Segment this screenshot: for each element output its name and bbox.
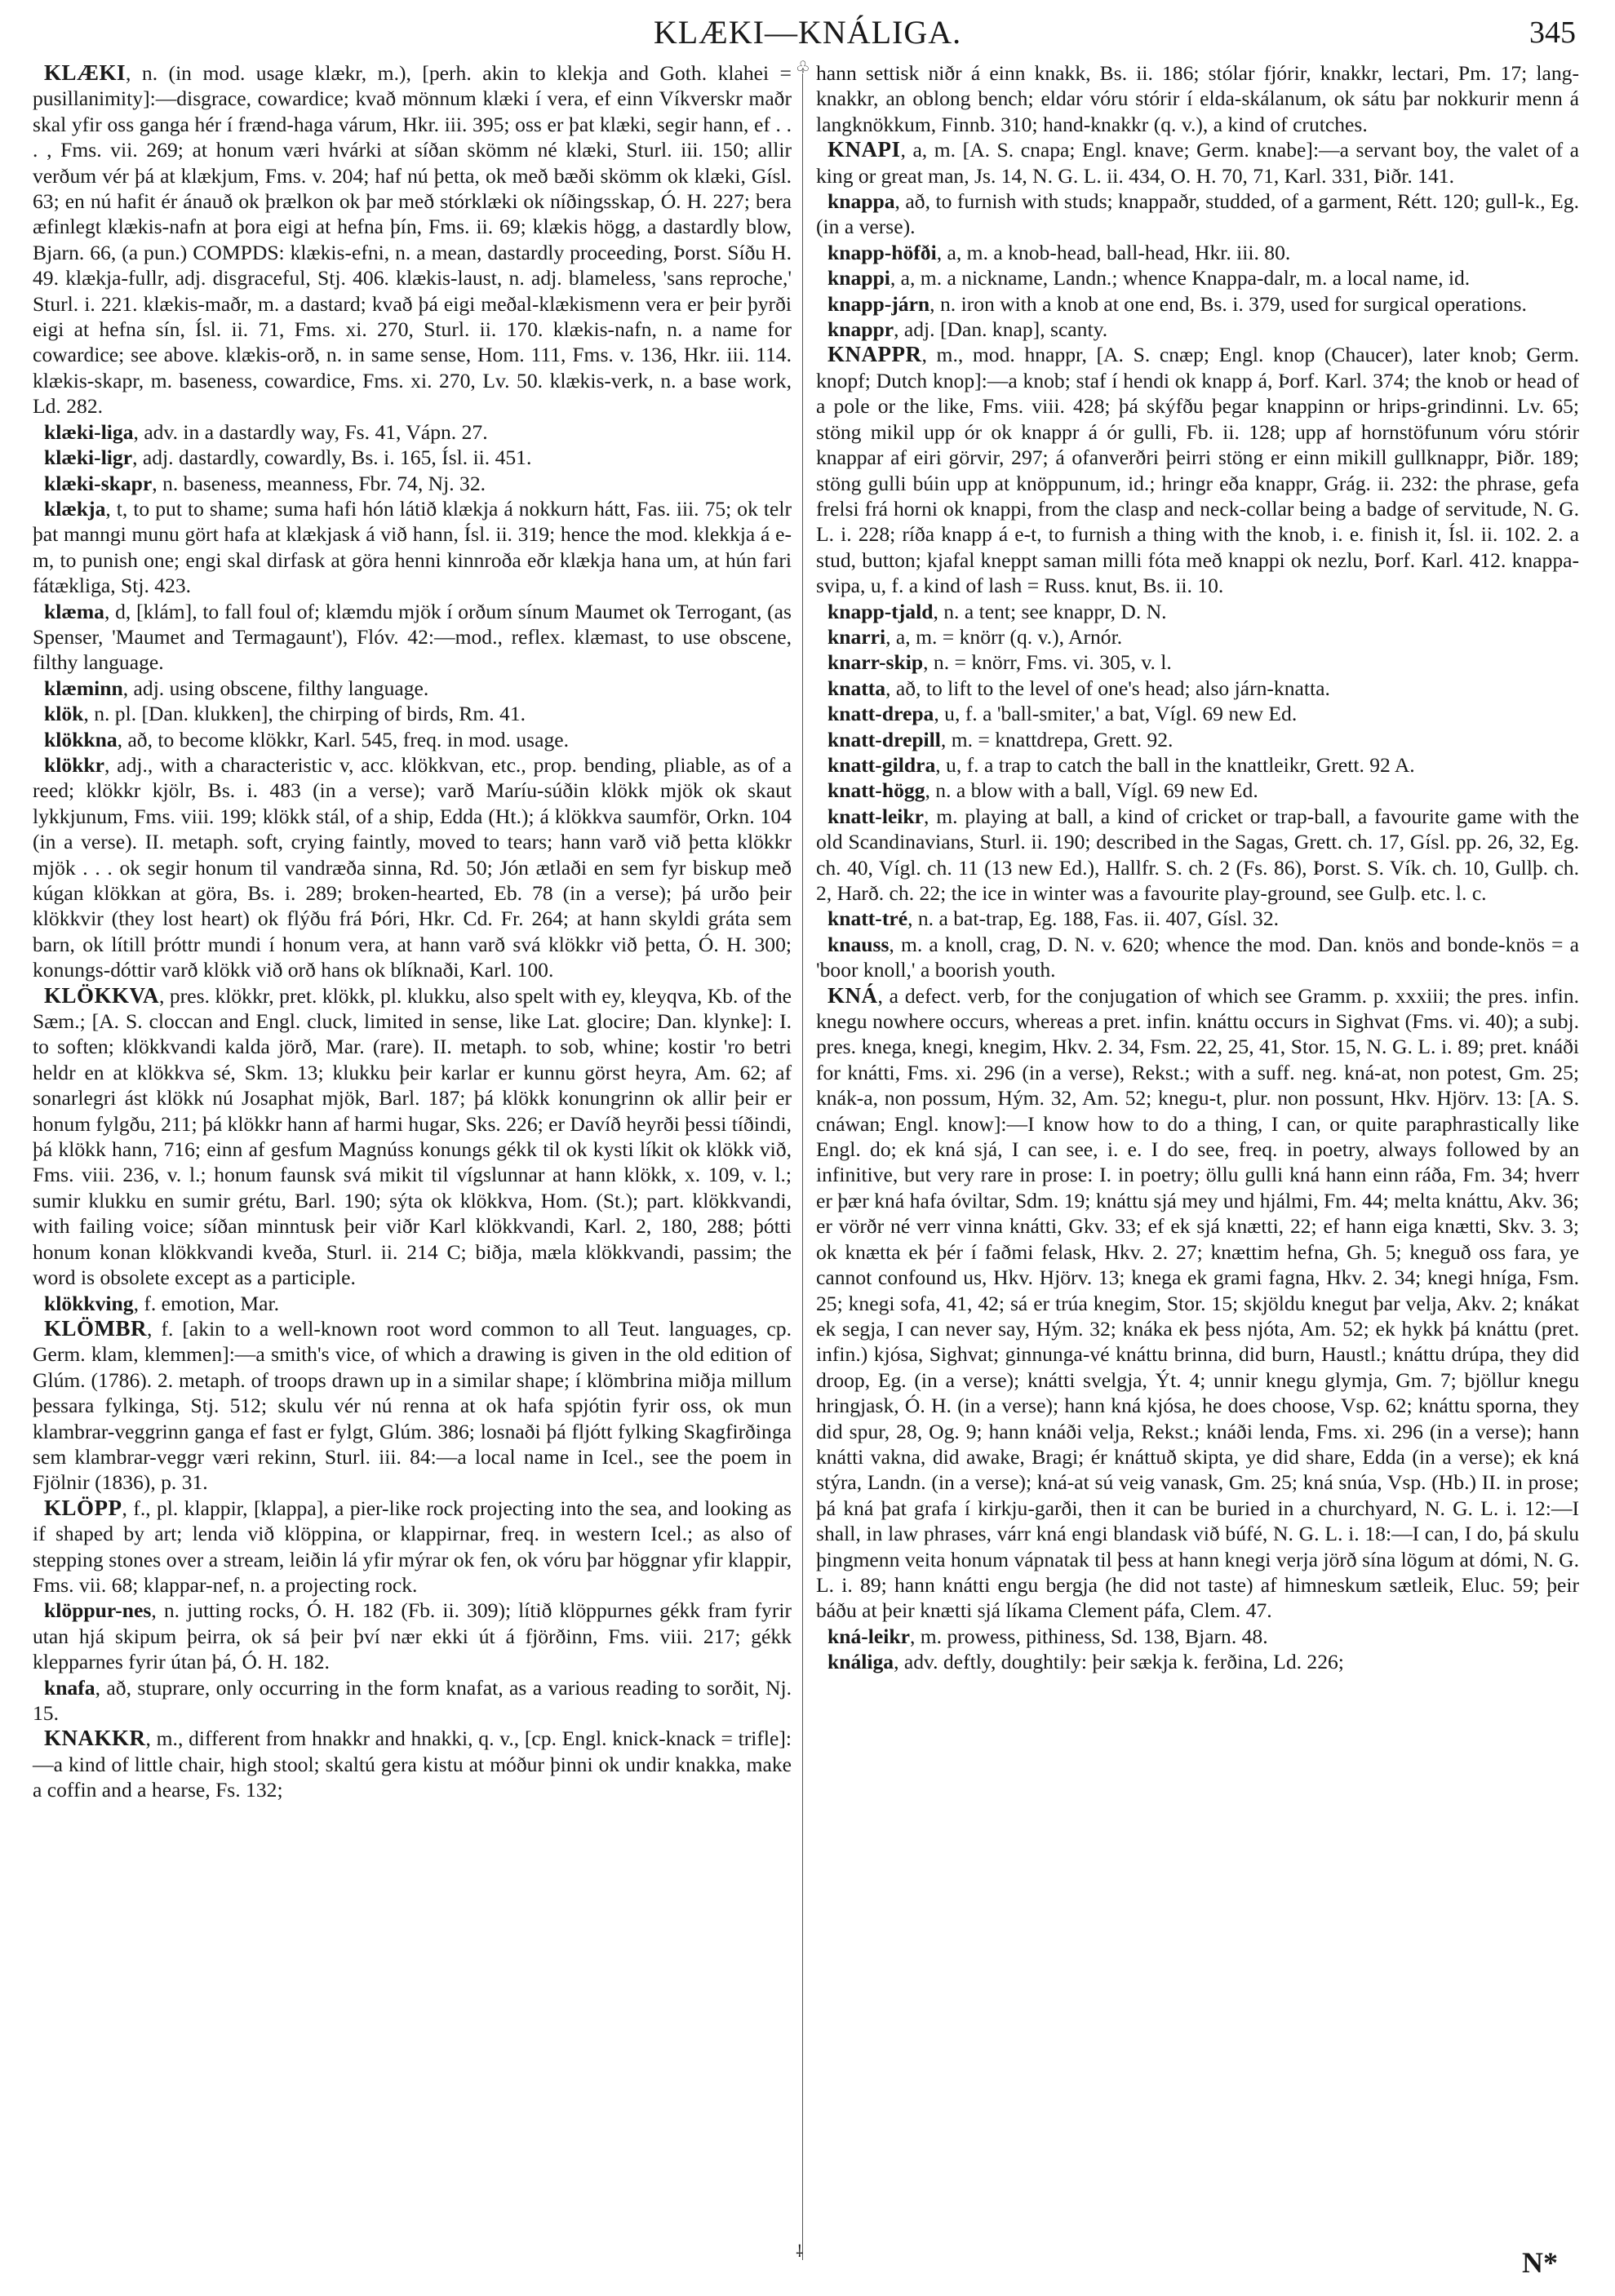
- headword: knáliga: [827, 1650, 894, 1674]
- dictionary-entry: [816, 137, 1579, 188]
- dictionary-entry: [816, 1624, 1579, 1649]
- headword: knauss: [827, 932, 890, 956]
- definition-text: , adj. dastardly, cowardly, Bs. i. 165, Ísl. ii. 451.: [132, 445, 532, 470]
- dictionary-entry: [816, 291, 1579, 317]
- headword: knafa: [44, 1675, 95, 1700]
- definition-text: , n. jutting rocks, Ó. H. 182 (Fb. ii. 309); lítið klöppurnes gékk fram fyrir utan hjá skipum þeirra, ok sá þeir því nær ekki út á fjörðinn, Fms. viii. 217; gékk klepparnes fyrir útan þá, Ó. H. 182.: [33, 1598, 792, 1674]
- dictionary-entry: [33, 752, 792, 983]
- dictionary-entry: [33, 471, 792, 496]
- definition-text: , a, m. a knob-head, ball-head, Hkr. iii. 80.: [936, 240, 1291, 264]
- signature-mark: N*: [1522, 2246, 1558, 2279]
- dictionary-entry: [33, 983, 792, 1291]
- dictionary-entry: [816, 342, 1579, 598]
- headword: klækja: [44, 496, 106, 521]
- headword: knatt-gildra: [827, 752, 936, 777]
- headword: knapp-höfði: [827, 240, 937, 264]
- dictionary-entry: [816, 649, 1579, 675]
- ornament-bottom-icon: ⸸: [796, 2243, 804, 2261]
- definition-text: , pres. klökkr, pret. klökk, pl. klukku, also spelt with ey, kleyqva, Kb. of the Sæm.; [A. S. cloccan and Engl. cluck, limited in sense, like Lat. glocire; Dan. klynke]: I. to soften; klökkvandi kalda jörð, Mar. (rare). II. metaph. to sob, whine; kostir 'ro betri heldr en at klökkva sé, Skm. 13; klukku þeir karlar er kunnu görst heyra, Am. 62; af sonarlegri ást klökk nú Josaphat mjök, Barl. 187; þá klökk konungrinn ok allir þeir er honum fylgðu, 211; þá klökkr hann af harmi hugar, Sks. 226; er Davíð heyrði þessi tíðindi, þá klökk hann, 716; einn af gesfum Magnúss konungs gékk til ok kysti líkit ok klökk við, Fms. viii. 236, v. l.; honum faunsk svá mikit til vígslunnar at hann klökk, x. 109, v. l.; sumir klukku en sumir grétu, Barl. 190; sýta ok klökkva, Hom. (St.); part. klökkvandi, with failing voice; síðan minntusk þeir viðr Karl klökkvandi, Karl. 2, 180, 288; þótti honum konan klökkvandi kveða, Sturl. ii. 214 C; biðja, mæla klökkvandi, passim; the word is obsolete except as a participle.: [33, 983, 792, 1290]
- dictionary-entry: [816, 983, 1579, 1624]
- dictionary-entry: [816, 932, 1579, 983]
- dictionary-entry: [816, 778, 1579, 803]
- definition-text: , m., different from hnakkr and hnakki, q. v., [cp. Engl. knick-knack = trifle]:—a kind of little chair, high stool; skaltú gera kistu at móður þinni ok undir knakka, make a coffin and a hearse, Fs. 132;: [33, 1726, 792, 1802]
- dictionary-entry: [816, 317, 1579, 342]
- headword: KNÁ: [827, 982, 878, 1008]
- headword: klæki-skapr: [44, 471, 153, 495]
- definition-text: , að, to lift to the level of one's head; also járn-knatta.: [885, 676, 1330, 700]
- dictionary-entry: [816, 188, 1579, 240]
- headword: knatt-högg: [827, 778, 925, 803]
- headword: KLÆKI: [44, 60, 126, 85]
- definition-text: , m. = knattdrepa, Grett. 92.: [940, 727, 1174, 751]
- headword: klæki-liga: [44, 419, 134, 444]
- headword: knapp-tjald: [827, 599, 934, 623]
- headword: klökkr: [44, 752, 104, 777]
- headword: klæminn: [44, 676, 123, 700]
- definition-text: , f., pl. klappir, [klappa], a pier-like rock projecting into the sea, and looking as if shaped by art; lenda við klöppina, or klappirnar, freq. in western Icel.; as also of stepping stones over a stream, leiðin lá yfir mýrar ok fen, ok vóru þar höggnar yfir klappir, Fms. vii. 68; klappar-nef, n. a projecting rock.: [33, 1496, 792, 1597]
- headword: kná-leikr: [827, 1624, 910, 1648]
- definition-text: , adj. [Dan. knap], scanty.: [894, 317, 1108, 342]
- dictionary-entry: [33, 419, 792, 445]
- column-divider: [802, 73, 803, 2260]
- page-header: [0, 11, 1615, 60]
- definition-text: , n. pl. [Dan. klukken], the chirping of birds, Rm. 41.: [83, 702, 526, 726]
- definition-text: , n. a tent; see knappr, D. N.: [933, 599, 1167, 623]
- dictionary-entry: [33, 1726, 792, 1802]
- definition-text: , adv. deftly, doughtily: þeir sækja k. ferðina, Ld. 226;: [894, 1650, 1344, 1674]
- headword: knatt-leikr: [827, 804, 925, 828]
- headword: KLÖMBR: [44, 1315, 148, 1341]
- definition-text: , n. iron with a knob at one end, Bs. i. 379, used for surgical operations.: [930, 291, 1527, 316]
- dictionary-entry: [816, 624, 1579, 649]
- dictionary-entry: [33, 445, 792, 470]
- headword: knappa: [827, 189, 895, 214]
- definition-text: , að, stuprare, only occurring in the form knafat, as a various reading to sorðit, Nj. 15.: [33, 1675, 792, 1725]
- definition-text: , m. a knoll, crag, D. N. v. 620; whence the mod. Dan. knös and bonde-knös = a 'boor knoll,' a boorish youth.: [816, 932, 1579, 982]
- headword: klöppur-nes: [44, 1598, 152, 1623]
- headword: KNAPI: [827, 137, 901, 162]
- headword: knatt-drepill: [827, 727, 941, 751]
- dictionary-entry: [33, 701, 792, 726]
- dictionary-entry: [816, 599, 1579, 624]
- headword: KNAKKR: [44, 1726, 146, 1751]
- dictionary-entry: [33, 496, 792, 599]
- dictionary-entry: [33, 60, 792, 419]
- dictionary-entry: [33, 1598, 792, 1674]
- dictionary-entry: [33, 676, 792, 701]
- headword: knatt-drepa: [827, 702, 934, 726]
- ornament-top-icon: ♧: [796, 59, 810, 77]
- headword: knatt-tré: [827, 906, 908, 931]
- headword: KLÖPP: [44, 1495, 122, 1520]
- dictionary-entry: [816, 676, 1579, 701]
- definition-text: , m., mod. hnappr, [A. S. cnæp; Engl. knop (Chaucer), later knob; Germ. knopf; Dutch knop]:—a knob; staf í hendi ok knapp á, Þorf. Karl. 374; the knob or head of a pole or the like, Fms. viii. 428; þá skýfðu þegar knappinn or hrips-grindinni. Lv. 65; stöng mikil upp ór ok knappr á ór gulli, Fb. ii. 128; upp af hornstöfunum vóru stórir knappar af eiri görvir, 297; á ofanverðri þeirri stöng er einn mikill gullknappr, Þiðr. 189; stöng gulli búin upp at knöppunum, id.; hringr eða knappr, Grág. ii. 232: the phrase, gefa frelsi frá horni ok knappi, from the clasp and neck-collar being a badge of servitude, N. G. L. i. 228; ríða knapp á e-t, to furnish a thing with the knob, i. e. finish it, Ísl. ii. 102. 2. a stud, button; kjafal kneppt saman milli fóta með knappi ok nezlu, Þorf. Karl. 412. knappa-svipa, u, f. a kind of lash = Russ. knut, Bs. ii. 10.: [816, 343, 1579, 598]
- headword: knarri: [827, 624, 886, 649]
- definition-text: , f. [akin to a well-known root word common to all Teut. languages, cp. Germ. klam, klemmen]:—a smith's vice, of which a drawing is given in the old edition of Glúm. (1786). 2. metaph. of troops drawn up in a similar shape; í klömbrina miðja millum þessara fylkinga, Stj. 512; skulu vér nú renna at ok hafa spjótin fyrir oss, ok mun klambrar-veggrinn ganga ef fast er fylgt, Glúm. 386; losnaði þá fljótt fylking Skagfirðinga sem klambrar-veggr væri rekinn, Sturl. iii. 84:—a local name in Icel., see the poem in Fjölnir (1836), p. 31.: [33, 1316, 792, 1495]
- definition-text: , a, m. a nickname, Landn.; whence Knappa-dalr, m. a local name, id.: [890, 266, 1471, 290]
- definition-text: , að, to furnish with studs; knappaðr, studded, of a garment, Rétt. 120; gull-k., Eg. (in a verse).: [816, 189, 1579, 239]
- headword: knappr: [827, 317, 894, 342]
- dictionary-entry: [816, 1649, 1579, 1674]
- headword: KLÖKKVA: [44, 982, 160, 1008]
- definition-text: , d, [klám], to fall foul of; klæmdu mjök í orðum sínum Maumet ok Terrogant, (as Spenser, 'Maumet and Termagaunt'), Flóv. 42:—mod., reflex. klæmast, to use obscene, filthy language.: [33, 599, 792, 675]
- definition-text: hann settisk niðr á einn knakk, Bs. ii. 186; stólar fjórir, knakkr, lectari, Pm. 17; lang-knakkr, an oblong bench; eldar vóru stórir í elda-skálanum, ok sátu þar nokkurir menn á langknökkum, Finnb. 310; hand-knakkr (q. v.), a kind of crutches.: [816, 61, 1579, 136]
- definition-text: , u, f. a 'ball-smiter,' a bat, Vígl. 69 new Ed.: [934, 702, 1298, 726]
- definition-text: , m. prowess, pithiness, Sd. 138, Bjarn. 48.: [909, 1624, 1268, 1648]
- dictionary-entry: [816, 752, 1579, 778]
- definition-text: , u, f. a trap to catch the ball in the knattleikr, Grett. 92 A.: [935, 752, 1415, 777]
- definition-text: , að, to become klökkr, Karl. 545, freq. in mod. usage.: [117, 727, 570, 751]
- headword: klök: [44, 702, 84, 726]
- dictionary-entry: [816, 240, 1579, 265]
- definition-text: , m. playing at ball, a kind of cricket or trap-ball, a favourite game with the old Scandinavians, Sturl. ii. 190; described in the Sagas, Grett. ch. 17, Gísl. pp. 26, 32, Eg. ch. 40, Vígl. ch. 11 (13 new Ed.), Hallfr. S. ch. 2 (Fs. 86), Þorst. S. Vík. ch. 10, Gullþ. ch. 2, Harð. ch. 22; the ice in winter was a favourite play-ground, see Gulþ. etc. l. c.: [816, 804, 1579, 905]
- dictionary-entry: [33, 727, 792, 752]
- definition-text: , adj. using obscene, filthy language.: [122, 676, 429, 700]
- headword: klökkna: [44, 727, 118, 751]
- dictionary-entry: [816, 265, 1579, 290]
- definition-text: , adv. in a dastardly way, Fs. 41, Vápn. 27.: [133, 419, 488, 444]
- dictionary-entry: [33, 1496, 792, 1598]
- definition-text: , a defect. verb, for the conjugation of which see Gramm. p. xxxiii; the pres. infin. knegu nowhere occurs, whereas a pret. infin. knáttu occurs in Sighvat (Fms. vi. 40); a subj. pres. knega, knegi, knegim, Hkv. 2. 34, Fsm. 22, 25, 41, Stor. 15, N. G. L. i. 89; pret. knáði for knátti, Fms. xi. 296 (in a verse), Rekst.; with a suff. neg. kná-at, non potest, Gm. 25; knák-a, non possum, Hým. 32, Am. 52; knegu-t, plur. non possunt, Hkv. Hjörv. 13: [A. S. cnáwan; Engl. know]:—I know how to do a thing, I can, or quite paraphrastically like Engl. do; ek kná sjá, I can see, i. e. I do see, freq. in poetry, always followed by an infinitive, but very rare in prose: I. in poetry; öllu gulli kná hann einn ráða, Fm. 34; hverr er þær kná hafa óviltar, Sdm. 19; knáttu sjá mey und hjálmi, Fm. 44; melta knáttu, Akv. 36; er vörðr né verr vinna knátti, Gkv. 33; ef ek sjá knætti, 22; ef hann eiga knætti, Skv. 3. 3; ok knætta ek þér í faðmi felask, Hkv. 2. 27; knættim hefna, Gh. 5; kneguð oss fara, ye cannot confound us, Hkv. Hjörv. 13; knega ek grami fagna, Hkv. 2. 34; knegi hníga, Fsm. 25; knegi sofa, 41, 42; sá er trúa knegim, Stor. 15; skjöldu knegut þar velja, Akv. 2; knákat ek segja, I can never say, Hým. 32; knáka ek þess njóta, Am. 52; ek hykk þá knáttu (pret. infin.) kjósa, Sighvat; ginnunga-vé knáttu brinna, did burn, Haustl.; knáttu drúpa, they did droop, Eg. (in a verse); knátti svelgja, Ýt. 4; unnir knegu glymja, Gm. 7; bjöllur knegu hringjask, Ó. H. (in a verse); hann kná kjósa, he does choose, Vsp. 62; knáttu sporna, they did spur, 28, Og. 9; hann knáði velja, Rekst.; knáði lenda, Fms. xi. 296 (in a verse); hann knátti vakna, did awake, Bragi; ér knáttuð skipta, ye did share, Edda (in a verse); ek kná stýra, Landn. (in a verse); kná-at sú veig vanask, Gm. 25; kná snúa, Vsp. (Hb.) II. in prose; þá kná þat grafa í kirkju-garði, then it can be buried in a churchyard, N. G. L. i. 12:—I shall, in law phrases, várr kná engi blandask við búfé, N. G. L. i. 18:—I can, I do, þá skulu þingmenn veita honum vápnatak til þess at hann knegi verja jörð sína lögum at dómi, N. G. L. i. 89; hann knátti engu bergja (he did not taste) af himneskum sætleik, Eluc. 59; þeir báðu at þeir knætti sjá líkama Clement páfa, Clem. 47.: [816, 983, 1579, 1623]
- dictionary-entry: [33, 1291, 792, 1316]
- page-title: KLÆKI—KNÁLIGA.: [653, 14, 962, 51]
- definition-text: , a, m. = knörr (q. v.), Arnór.: [885, 624, 1123, 649]
- definition-text: , n. a bat-trap, Eg. 188, Fas. ii. 407, Gísl. 32.: [907, 906, 1280, 931]
- headword: klæma: [44, 599, 104, 623]
- definition-text: , t, to put to shame; suma hafi hón látið klækja á nokkurn hátt, Fas. iii. 75; ok telr þat manngi munu gört hafa at klækjask á við hann, Ísl. ii. 319; hence the mod. klekkja á e-m, to punish one; engi skal dirfask at göra henni kinnroða eðr klækja hana um, at hún fari fátækliga, Stj. 423.: [33, 496, 792, 598]
- definition-text: , n. = knörr, Fms. vi. 305, v. l.: [923, 650, 1172, 675]
- definition-text: , a, m. [A. S. cnapa; Engl. knave; Germ. knabe]:—a servant boy, the valet of a king or great man, Js. 14, N. G. L. ii. 434, O. H. 70, 71, Karl. 331, Þiðr. 141.: [816, 138, 1579, 188]
- dictionary-entry: [816, 906, 1579, 931]
- headword: knappi: [827, 266, 890, 290]
- dictionary-entry: [33, 1675, 792, 1726]
- definition-text: , n. baseness, meanness, Fbr. 74, Nj. 32.: [152, 471, 486, 495]
- dictionary-entry: [33, 1316, 792, 1496]
- definition-text: , n. a blow with a ball, Vígl. 69 new Ed.: [925, 778, 1258, 803]
- dictionary-entry: [33, 599, 792, 676]
- definition-text: , n. (in mod. usage klækr, m.), [perh. akin to klekja and Goth. klahei = pusillanimity]:—disgrace, cowardice; kvað mönnum klæki í vera, ef einn Víkverskr maðr skal yfir oss ganga hér í frænd-haga várum, Hkr. iii. 395; oss er þat klæki, segir hann, ef . . . , Fms. vii. 269; at honum væri hvárki at síðan skömm né klæki, Sturl. iii. 150; allir verðum vér þá at klækjum, Fms. v. 204; haf nú þetta, ok með bæði skömm ok klæki, Gísl. 63; en nú hafit ér ánauð ok þrælkon ok þar með stórklæki ok níðingsskap, Ó. H. 227; bera æfinlegt klækis-nafn at þora eigi at hefna þín, Fms. ii. 69; klækis högg, a dastardly blow, Bjarn. 66, (a pun.) COMPDS: klækis-efni, n. a mean, dastardly proceeding, Þorst. Síðu H. 49. klækja-fullr, adj. disgraceful, Stj. 406. klækis-laust, n. adj. blameless, 'sans reproche,' Sturl. i. 221. klækis-maðr, m. a dastard; kvað þá eigi meðal-klækismenn vera er þeir þyrði eigi at hefna sín, Ísl. ii. 71, Fms. xi. 270, Sturl. ii. 170. klækis-nafn, n. a name for cowardice; see above. klækis-orð, n. in same sense, Hom. 111, Fms. v. 136, Hkr. iii. 114. klækis-skapr, m. baseness, cowardice, Fms. xi. 270, Lv. 50. klækis-verk, n. a base work, Ld. 282.: [33, 61, 792, 419]
- headword: KNAPPR: [827, 342, 922, 367]
- headword: knarr-skip: [827, 650, 924, 675]
- headword: klæki-ligr: [44, 445, 133, 470]
- right-column: [816, 60, 1579, 1675]
- headword: knatta: [827, 676, 886, 700]
- page-number: 345: [1529, 16, 1576, 50]
- definition-text: , adj., with a characteristic v, acc. klökkvan, etc., prop. bending, pliable, as of a reed; klökkr kjölr, Bs. i. 483 (in a verse); varð Maríu-súðin klökk mjök ok skaut lykkjunum, Fms. viii. 199; klökk stál, of a ship, Edda (Ht.); á klökkva saumför, Orkn. 104 (in a verse). II. metaph. soft, crying faintly, moved to tears; hann varð við þetta klökkr mjök . . . ok segir honum til vandræða sinna, Rd. 50; Jón ætlaði en sem fyr biskup með kúgan klökkan at göra, Bs. i. 289; broken-hearted, Eb. 78 (in a verse); þá urðo þeir klökkvir (they lost heart) ok flýðu frá Þóri, Hkr. Cd. Fr. 264; at hann skyldi gráta sem barn, ok lítill þróttr mundi í honum vera, at hann varð svá klökkr við þetta, Ó. H. 300; konungs-dóttir varð klökk við orð hans ok blíknaði, Karl. 100.: [33, 752, 792, 982]
- dictionary-entry: [816, 701, 1579, 726]
- headword: knapp-járn: [827, 291, 930, 316]
- definition-text: , f. emotion, Mar.: [133, 1291, 279, 1315]
- dictionary-entry: [816, 60, 1579, 137]
- headword: klökkving: [44, 1291, 134, 1315]
- dictionary-entry: [816, 727, 1579, 752]
- dictionary-entry: [816, 804, 1579, 906]
- left-column: [33, 60, 792, 1803]
